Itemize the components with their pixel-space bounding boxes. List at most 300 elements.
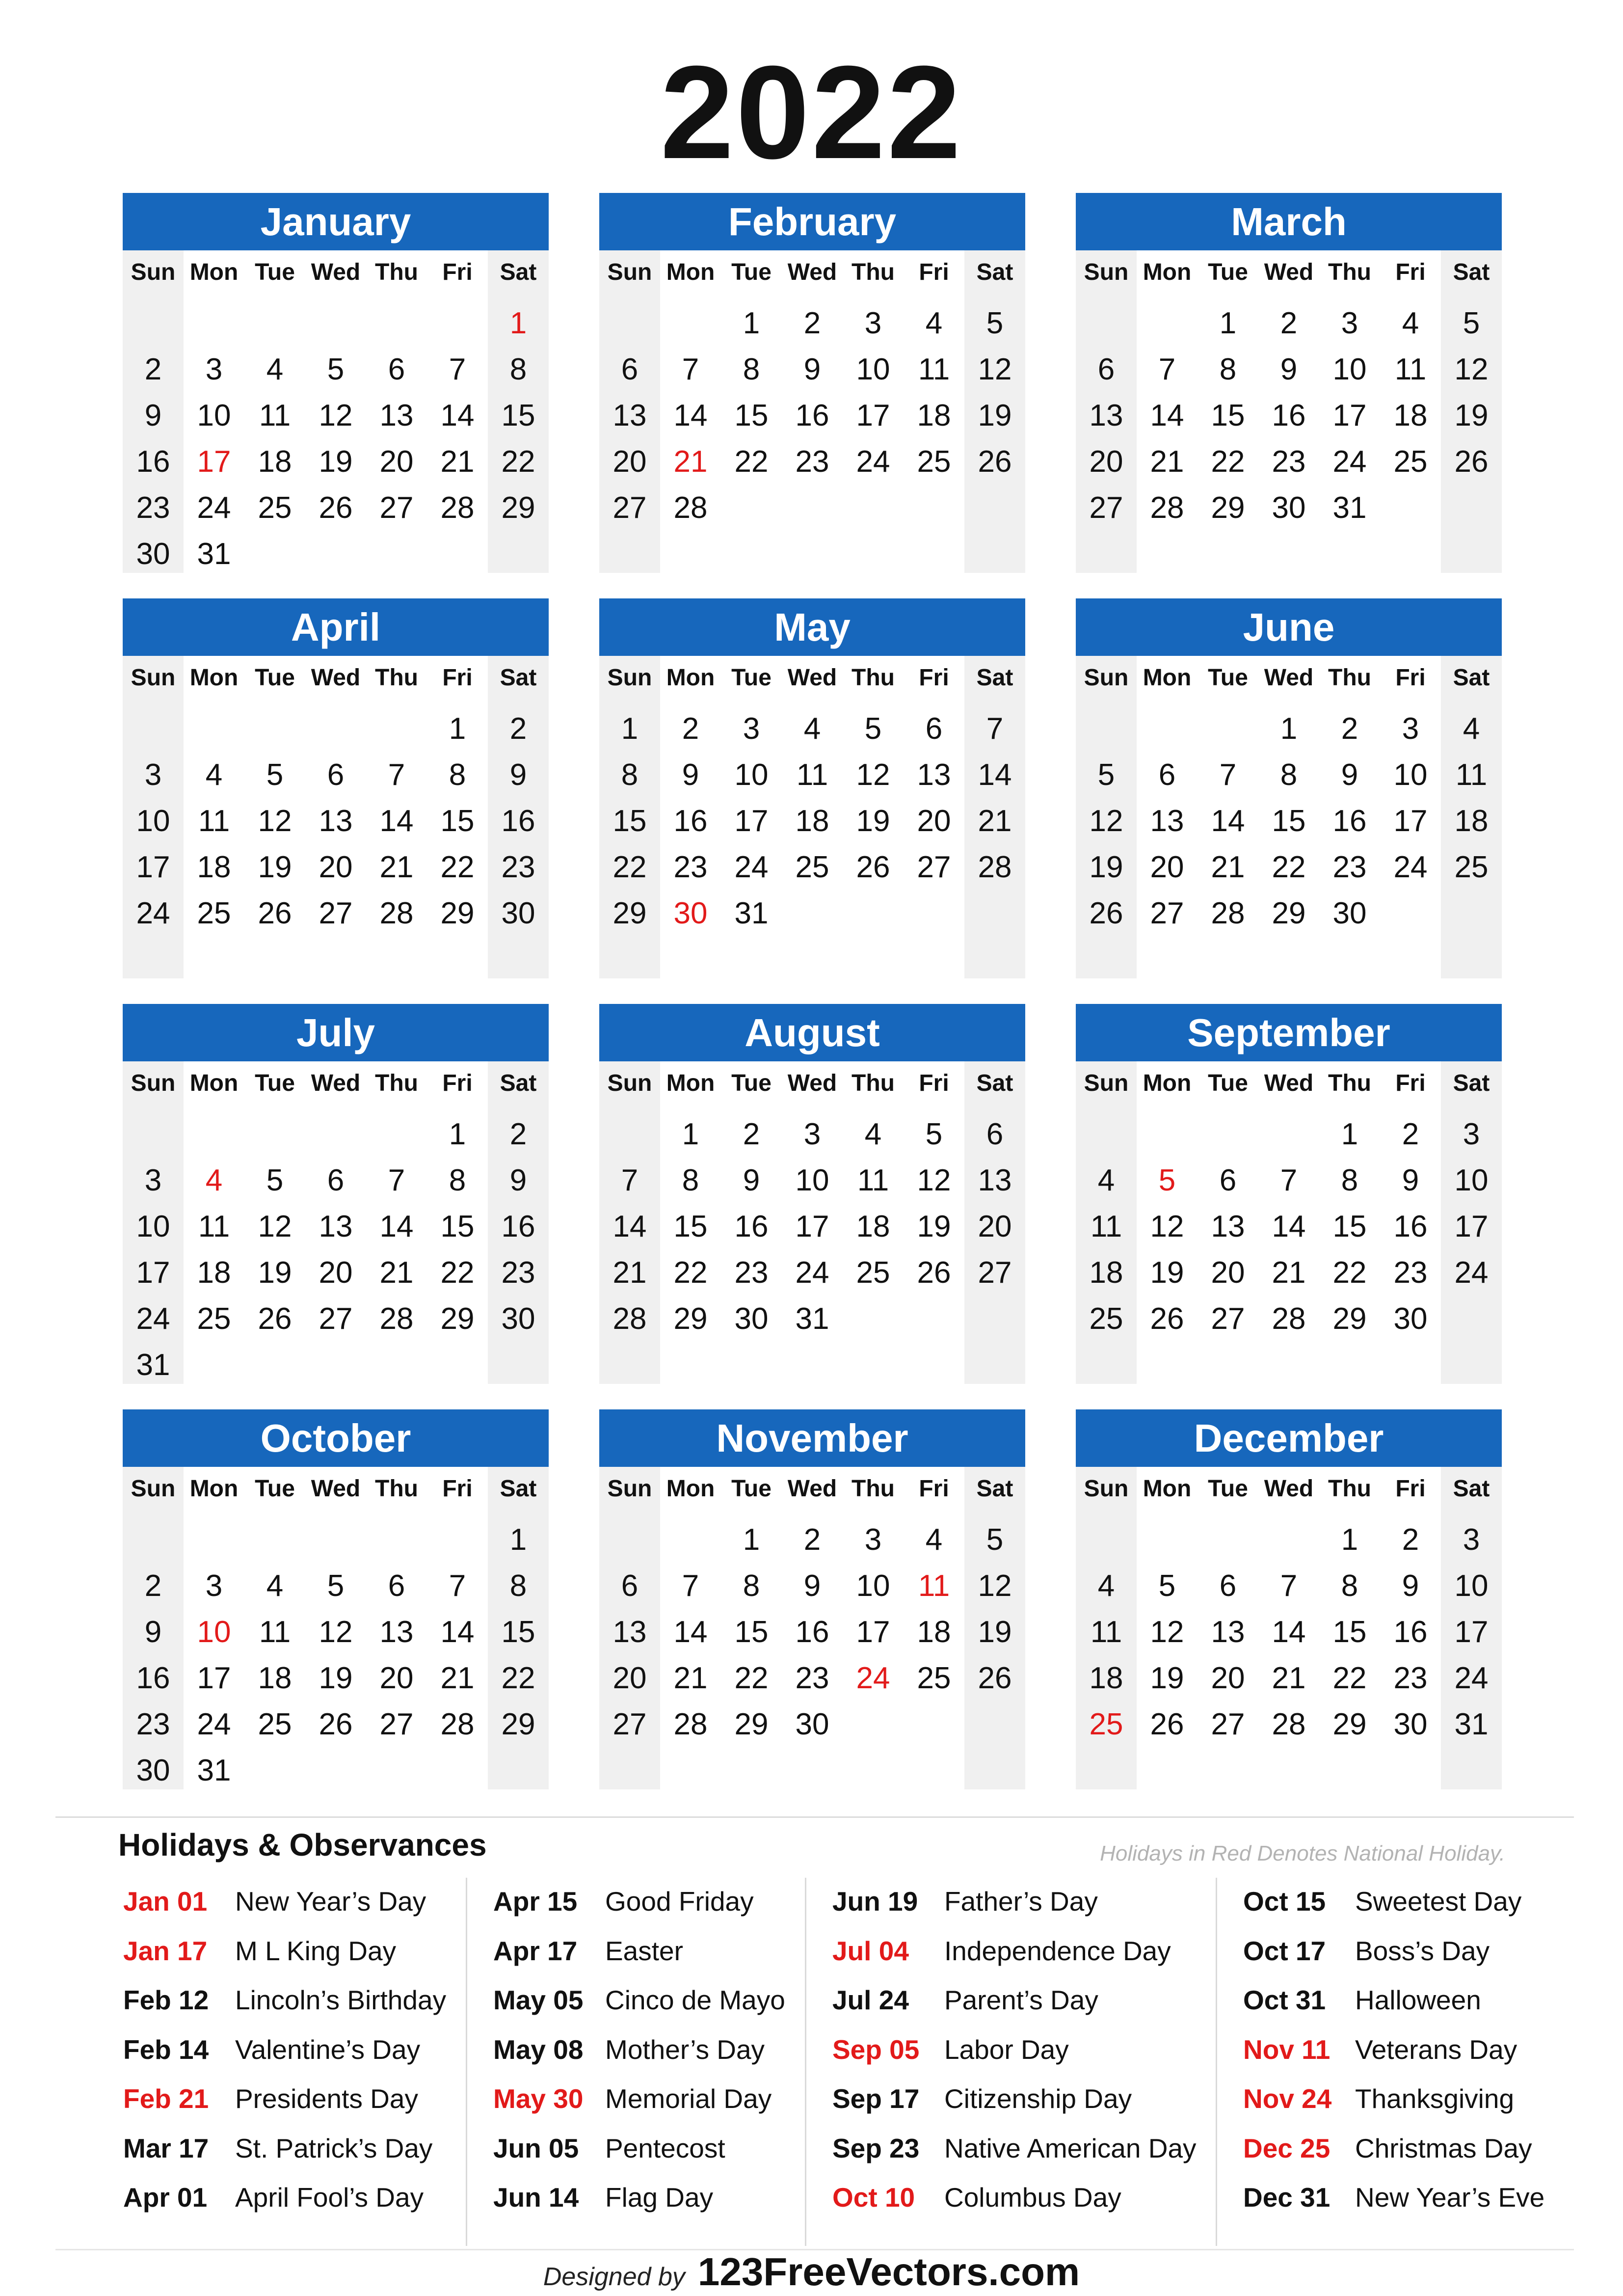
month-title: July <box>123 1004 549 1061</box>
day-cell: 25 <box>1089 1302 1123 1336</box>
day-cell: 30 <box>795 1707 829 1741</box>
day-cell: 22 <box>501 445 535 479</box>
day-cell: 4 <box>803 712 821 746</box>
holiday-row <box>493 2025 866 2074</box>
day-cell: 20 <box>1211 1256 1245 1290</box>
day-cell: 20 <box>1089 445 1123 479</box>
day-cell: 1 <box>1341 1117 1358 1151</box>
day-cell: 10 <box>1454 1569 1489 1603</box>
day-cell: 24 <box>136 896 170 930</box>
holiday-date: Apr 01 <box>123 2182 208 2213</box>
day-cell: 7 <box>621 1163 639 1197</box>
day-cell: 15 <box>1272 804 1306 838</box>
holiday-row <box>1243 2074 1616 2123</box>
day-cell: 20 <box>319 850 353 884</box>
day-cell: 23 <box>501 1256 535 1290</box>
day-cell: 19 <box>1150 1256 1184 1290</box>
weekday-label: Sun <box>607 1476 652 1502</box>
day-cell: 18 <box>917 1615 951 1649</box>
weekday-label: Fri <box>442 1070 473 1096</box>
day-cell: 13 <box>1150 804 1184 838</box>
day-cell: 21 <box>673 1661 708 1695</box>
day-cell: 22 <box>440 1256 475 1290</box>
day-cell: 5 <box>1158 1163 1176 1197</box>
holiday-name: Labor Day <box>944 2034 1069 2065</box>
day-cell: 27 <box>1089 491 1123 525</box>
weekday-label: Wed <box>311 1476 361 1502</box>
day-cell: 18 <box>1393 399 1428 432</box>
weekday-label: Mon <box>666 1476 715 1502</box>
day-cell: 18 <box>917 399 951 432</box>
day-cell: 22 <box>1272 850 1306 884</box>
weekday-label: Thu <box>375 665 418 691</box>
month-february <box>599 193 1025 573</box>
day-cell: 3 <box>205 1569 223 1603</box>
holiday-name: St. Patrick’s Day <box>235 2133 433 2163</box>
day-cell: 13 <box>978 1163 1012 1197</box>
day-cell: 8 <box>509 352 527 386</box>
holiday-name: Presidents Day <box>235 2083 418 2114</box>
weekday-label: Wed <box>311 1070 361 1096</box>
day-cell: 21 <box>440 1661 475 1695</box>
day-cell: 16 <box>795 399 829 432</box>
day-cell: 23 <box>501 850 535 884</box>
holiday-date: Oct 17 <box>1243 1935 1326 1966</box>
holiday-date: Sep 17 <box>832 2083 920 2114</box>
day-cell: 11 <box>857 1163 889 1197</box>
holiday-date: Oct 10 <box>832 2182 915 2213</box>
day-cell: 2 <box>1341 712 1358 746</box>
day-cell: 3 <box>1463 1523 1480 1557</box>
weekday-label: Fri <box>919 665 949 691</box>
day-cell: 12 <box>1150 1615 1184 1649</box>
day-cell: 2 <box>509 712 527 746</box>
day-cell: 24 <box>197 1707 231 1741</box>
weekday-label: Sun <box>1084 1476 1129 1502</box>
holidays-column <box>123 1877 457 2245</box>
weekday-label: Thu <box>1328 259 1371 285</box>
month-title: October <box>123 1409 549 1467</box>
holiday-name: Native American Day <box>944 2133 1197 2163</box>
month-days <box>599 1061 1025 1384</box>
day-cell: 2 <box>1402 1523 1419 1557</box>
day-cell: 29 <box>440 896 475 930</box>
day-cell: 25 <box>197 1302 231 1336</box>
day-cell: 23 <box>1332 850 1367 884</box>
day-cell: 12 <box>978 352 1012 386</box>
day-cell: 17 <box>734 804 769 838</box>
weekday-label: Wed <box>1264 259 1314 285</box>
day-cell: 11 <box>1455 758 1488 792</box>
day-cell: 4 <box>925 306 943 340</box>
holiday-date: Jan 17 <box>123 1935 208 1966</box>
day-cell: 9 <box>803 1569 821 1603</box>
holiday-date: Nov 11 <box>1243 2034 1330 2065</box>
day-cell: 14 <box>440 399 475 432</box>
month-grid <box>123 193 1502 1797</box>
day-cell: 11 <box>198 1210 230 1243</box>
day-cell: 4 <box>266 352 284 386</box>
holiday-date: May 30 <box>493 2083 584 2114</box>
day-cell: 7 <box>1219 758 1237 792</box>
weekday-label: Sat <box>1453 259 1490 285</box>
day-cell: 27 <box>319 1302 353 1336</box>
holiday-date: Feb 14 <box>123 2034 209 2065</box>
day-cell: 14 <box>440 1615 475 1649</box>
holiday-name: Columbus Day <box>944 2182 1121 2213</box>
holiday-date: Apr 17 <box>493 1935 578 1966</box>
day-cell: 25 <box>1393 445 1428 479</box>
day-cell: 8 <box>1341 1569 1358 1603</box>
day-cell: 20 <box>379 1661 414 1695</box>
holiday-date: Jul 24 <box>832 1985 909 2015</box>
day-cell: 30 <box>501 896 535 930</box>
day-cell: 5 <box>327 1569 345 1603</box>
month-days <box>1076 1467 1502 1789</box>
weekday-label: Sun <box>131 1070 176 1096</box>
day-cell: 21 <box>1272 1256 1306 1290</box>
month-november <box>599 1409 1025 1789</box>
month-march <box>1076 193 1502 573</box>
day-cell: 3 <box>144 1163 162 1197</box>
weekday-label: Sat <box>976 1070 1013 1096</box>
day-cell: 6 <box>1219 1569 1237 1603</box>
day-cell: 1 <box>509 306 527 340</box>
holiday-row <box>123 2074 496 2123</box>
day-cell: 5 <box>986 306 1004 340</box>
holiday-date: Apr 15 <box>493 1886 578 1917</box>
day-cell: 10 <box>136 804 170 838</box>
holidays-note: Holidays in Red Denotes National Holiday. <box>1100 1841 1505 1865</box>
day-cell: 17 <box>1393 804 1428 838</box>
weekday-label: Thu <box>851 665 895 691</box>
day-cell: 5 <box>1463 306 1480 340</box>
day-cell: 2 <box>803 306 821 340</box>
holiday-name: Valentine’s Day <box>235 2034 421 2065</box>
month-title: November <box>599 1409 1025 1467</box>
weekday-label: Fri <box>1395 259 1426 285</box>
weekday-label: Sun <box>607 259 652 285</box>
day-cell: 1 <box>449 712 466 746</box>
holiday-date: Jun 14 <box>493 2182 579 2213</box>
weekday-label: Sun <box>1084 665 1129 691</box>
day-cell: 14 <box>1272 1210 1306 1243</box>
day-cell: 1 <box>621 712 639 746</box>
day-cell: 9 <box>1402 1163 1419 1197</box>
day-cell: 26 <box>1454 445 1489 479</box>
day-cell: 26 <box>978 445 1012 479</box>
day-cell: 9 <box>509 1163 527 1197</box>
weekday-label: Fri <box>919 1476 949 1502</box>
weekday-label: Fri <box>1395 1476 1426 1502</box>
day-cell: 14 <box>1211 804 1245 838</box>
day-cell: 30 <box>1393 1302 1428 1336</box>
day-cell: 27 <box>319 896 353 930</box>
day-cell: 11 <box>918 1569 950 1603</box>
holiday-row <box>832 2074 1205 2123</box>
weekday-label: Fri <box>442 259 473 285</box>
day-cell: 15 <box>1332 1615 1367 1649</box>
holiday-name: Christmas Day <box>1355 2133 1532 2163</box>
day-cell: 5 <box>1097 758 1115 792</box>
day-cell: 8 <box>1341 1163 1358 1197</box>
day-cell: 16 <box>673 804 708 838</box>
day-cell: 20 <box>1150 850 1184 884</box>
day-cell: 18 <box>1089 1256 1123 1290</box>
day-cell: 13 <box>319 1210 353 1243</box>
day-cell: 2 <box>1402 1117 1419 1151</box>
weekday-label: Sun <box>131 665 176 691</box>
day-cell: 24 <box>1454 1661 1489 1695</box>
holidays-column <box>493 1877 827 2245</box>
day-cell: 17 <box>856 399 890 432</box>
weekday-label: Tue <box>731 665 772 691</box>
holiday-row <box>832 2025 1205 2074</box>
day-cell: 15 <box>501 399 535 432</box>
holiday-row <box>1243 1877 1616 1926</box>
holiday-row <box>832 2124 1205 2173</box>
day-cell: 8 <box>449 758 466 792</box>
day-cell: 13 <box>379 1615 414 1649</box>
day-cell: 13 <box>612 399 647 432</box>
holidays-column <box>832 1877 1197 2245</box>
day-cell: 4 <box>1402 306 1419 340</box>
day-cell: 22 <box>734 445 769 479</box>
day-cell: 17 <box>1332 399 1367 432</box>
day-cell: 19 <box>319 445 353 479</box>
day-cell: 10 <box>1332 352 1367 386</box>
day-cell: 1 <box>682 1117 699 1151</box>
day-cell: 28 <box>673 1707 708 1741</box>
day-cell: 16 <box>795 1615 829 1649</box>
day-cell: 25 <box>917 1661 951 1695</box>
holiday-row <box>1243 2025 1616 2074</box>
month-title: March <box>1076 193 1502 250</box>
day-cell: 17 <box>136 1256 170 1290</box>
day-cell: 29 <box>734 1707 769 1741</box>
holiday-date: Jul 04 <box>832 1935 909 1966</box>
day-cell: 3 <box>1402 712 1419 746</box>
day-cell: 24 <box>856 1661 890 1695</box>
day-cell: 30 <box>734 1302 769 1336</box>
holiday-row <box>832 1877 1205 1926</box>
day-cell: 13 <box>1211 1615 1245 1649</box>
day-cell: 8 <box>621 758 639 792</box>
holiday-row <box>493 2173 866 2222</box>
weekday-label: Sat <box>500 665 537 691</box>
day-cell: 1 <box>743 306 760 340</box>
day-cell: 21 <box>1211 850 1245 884</box>
day-cell: 15 <box>440 1210 475 1243</box>
weekday-label: Wed <box>787 665 837 691</box>
day-cell: 15 <box>673 1210 708 1243</box>
holiday-date: Sep 05 <box>832 2034 920 2065</box>
day-cell: 24 <box>1332 445 1367 479</box>
day-cell: 30 <box>1393 1707 1428 1741</box>
day-cell: 16 <box>1393 1615 1428 1649</box>
day-cell: 23 <box>136 491 170 525</box>
weekday-label: Thu <box>1328 665 1371 691</box>
weekday-label: Thu <box>375 1070 418 1096</box>
holiday-row <box>832 2173 1205 2222</box>
day-cell: 12 <box>917 1163 951 1197</box>
day-cell: 18 <box>795 804 829 838</box>
day-cell: 6 <box>327 758 345 792</box>
day-cell: 22 <box>1332 1661 1367 1695</box>
day-cell: 11 <box>198 804 230 838</box>
day-cell: 28 <box>612 1302 647 1336</box>
day-cell: 19 <box>856 804 890 838</box>
day-cell: 16 <box>501 804 535 838</box>
holiday-row <box>493 2074 866 2123</box>
weekday-label: Tue <box>255 665 295 691</box>
weekday-label: Mon <box>1143 1070 1192 1096</box>
day-cell: 22 <box>612 850 647 884</box>
day-cell: 12 <box>319 1615 353 1649</box>
year-title: 2022 <box>660 39 963 187</box>
month-may <box>599 598 1025 978</box>
day-cell: 23 <box>1272 445 1306 479</box>
day-cell: 11 <box>259 399 291 432</box>
weekday-label: Thu <box>1328 1476 1371 1502</box>
holiday-date: Mar 17 <box>123 2133 209 2163</box>
day-cell: 10 <box>197 1615 231 1649</box>
day-cell: 15 <box>1211 399 1245 432</box>
day-cell: 17 <box>136 850 170 884</box>
month-april <box>123 598 549 978</box>
day-cell: 31 <box>795 1302 829 1336</box>
day-cell: 17 <box>856 1615 890 1649</box>
holiday-row <box>123 1877 496 1926</box>
day-cell: 10 <box>856 352 890 386</box>
weekday-label: Fri <box>919 259 949 285</box>
holiday-row <box>123 2025 496 2074</box>
day-cell: 30 <box>136 537 170 571</box>
day-cell: 2 <box>144 352 162 386</box>
weekday-label: Mon <box>666 665 715 691</box>
day-cell: 19 <box>1150 1661 1184 1695</box>
day-cell: 6 <box>621 1569 639 1603</box>
day-cell: 11 <box>259 1615 291 1649</box>
holiday-date: Nov 24 <box>1243 2083 1332 2114</box>
day-cell: 18 <box>856 1210 890 1243</box>
weekday-label: Sun <box>1084 259 1129 285</box>
day-cell: 6 <box>925 712 943 746</box>
holiday-row <box>493 1877 866 1926</box>
day-cell: 26 <box>1150 1302 1184 1336</box>
day-cell: 15 <box>1332 1210 1367 1243</box>
day-cell: 7 <box>1280 1569 1298 1603</box>
day-cell: 10 <box>734 758 769 792</box>
weekday-label: Wed <box>311 259 361 285</box>
holiday-name: Boss’s Day <box>1355 1935 1490 1966</box>
holiday-name: Parent’s Day <box>944 1985 1098 2015</box>
day-cell: 12 <box>978 1569 1012 1603</box>
day-cell: 21 <box>379 1256 414 1290</box>
day-cell: 20 <box>612 1661 647 1695</box>
day-cell: 18 <box>258 445 292 479</box>
day-cell: 25 <box>1454 850 1489 884</box>
day-cell: 19 <box>258 1256 292 1290</box>
day-cell: 27 <box>612 491 647 525</box>
month-days <box>123 1061 549 1384</box>
day-cell: 4 <box>864 1117 882 1151</box>
weekday-label: Fri <box>1395 665 1426 691</box>
day-cell: 29 <box>612 896 647 930</box>
weekday-label: Tue <box>255 259 295 285</box>
day-cell: 26 <box>917 1256 951 1290</box>
month-days <box>123 250 549 573</box>
holiday-name: New Year’s Eve <box>1355 2182 1545 2213</box>
weekday-label: Mon <box>189 1070 239 1096</box>
day-cell: 3 <box>1341 306 1358 340</box>
day-cell: 25 <box>917 445 951 479</box>
holiday-name: Easter <box>605 1935 683 1966</box>
day-cell: 28 <box>978 850 1012 884</box>
holiday-date: May 08 <box>493 2034 584 2065</box>
month-days <box>599 1467 1025 1789</box>
weekday-label: Sun <box>131 1476 176 1502</box>
day-cell: 25 <box>258 491 292 525</box>
day-cell: 7 <box>1280 1163 1298 1197</box>
day-cell: 14 <box>1150 399 1184 432</box>
day-cell: 26 <box>856 850 890 884</box>
day-cell: 12 <box>856 758 890 792</box>
day-cell: 7 <box>449 1569 466 1603</box>
day-cell: 14 <box>978 758 1012 792</box>
day-cell: 10 <box>1393 758 1428 792</box>
day-cell: 1 <box>1341 1523 1358 1557</box>
day-cell: 3 <box>144 758 162 792</box>
weekday-label: Tue <box>731 1070 772 1096</box>
holiday-row <box>1243 2124 1616 2173</box>
holidays-panel <box>55 1816 1574 2250</box>
day-cell: 27 <box>612 1707 647 1741</box>
holiday-row <box>123 2124 496 2173</box>
day-cell: 26 <box>1089 896 1123 930</box>
day-cell: 25 <box>1089 1707 1123 1741</box>
day-cell: 23 <box>734 1256 769 1290</box>
day-cell: 18 <box>1454 804 1489 838</box>
weekday-label: Wed <box>787 1476 837 1502</box>
day-cell: 20 <box>1211 1661 1245 1695</box>
day-cell: 25 <box>856 1256 890 1290</box>
day-cell: 29 <box>1211 491 1245 525</box>
day-cell: 23 <box>1393 1256 1428 1290</box>
holidays-title: Holidays & Observances <box>118 1827 487 1863</box>
day-cell: 29 <box>1272 896 1306 930</box>
weekday-label: Mon <box>189 259 239 285</box>
weekday-label: Mon <box>189 1476 239 1502</box>
day-cell: 14 <box>379 804 414 838</box>
day-cell: 22 <box>673 1256 708 1290</box>
day-cell: 26 <box>319 1707 353 1741</box>
day-cell: 16 <box>1393 1210 1428 1243</box>
day-cell: 22 <box>440 850 475 884</box>
day-cell: 12 <box>1089 804 1123 838</box>
day-cell: 6 <box>1097 352 1115 386</box>
holiday-date: Sep 23 <box>832 2133 920 2163</box>
day-cell: 28 <box>673 491 708 525</box>
weekday-label: Sat <box>500 1476 537 1502</box>
holiday-row <box>493 1975 866 2025</box>
day-cell: 2 <box>144 1569 162 1603</box>
month-days <box>599 250 1025 573</box>
month-days <box>1076 250 1502 573</box>
month-days <box>123 656 549 978</box>
weekday-label: Fri <box>442 665 473 691</box>
day-cell: 12 <box>1150 1210 1184 1243</box>
